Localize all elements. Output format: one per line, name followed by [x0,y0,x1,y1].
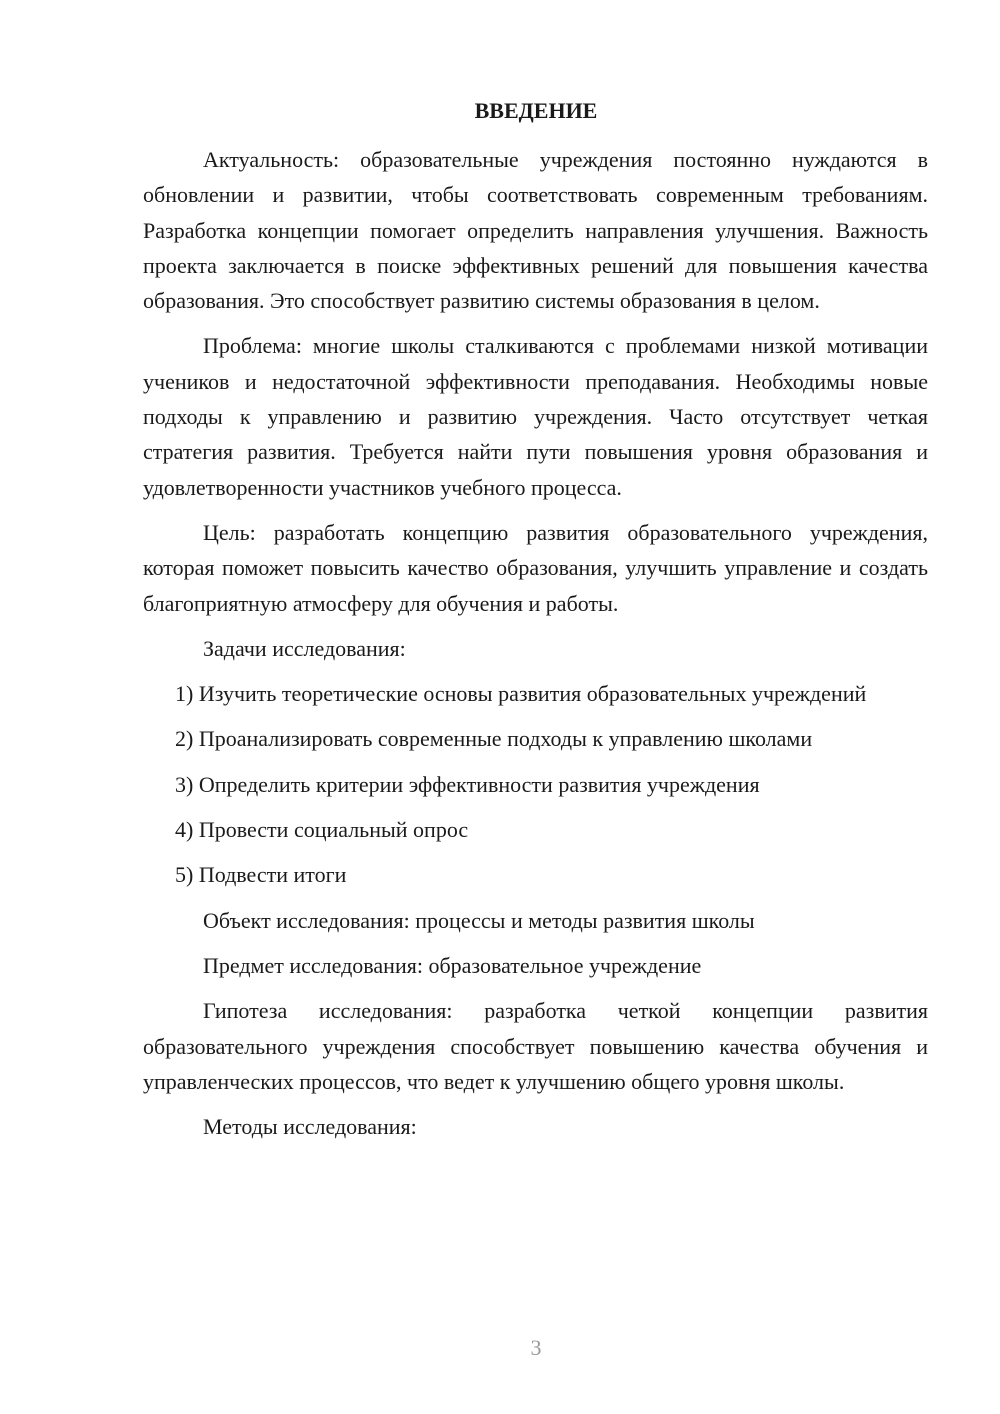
paragraph-methods: Методы исследования: [203,1114,417,1140]
task-item-1: 1) Изучить теоретические основы развития образовательных учреждений [175,681,867,707]
paragraph-relevance: Актуальность: образовательные учреждения постоянно нуждаются в обновлении и развитии, чтобы соответствовать современным требованиям. Разработка концепции помогает определить направления улучшения. Важность проекта заключается в поиске эффективных решений для повышения качества образования. Это способствует развитию системы образования в целом. [143,147,928,314]
task-item-2: 2) Проанализировать современные подходы к управлению школами [175,726,813,752]
paragraph-object: Объект исследования: процессы и методы развития школы [203,907,755,933]
task-item-5: 5) Подвести итоги [175,862,347,888]
paragraph-problem: Проблема: многие школы сталкиваются с проблемами низкой мотивации учеников и недостаточной эффективности преподавания. Необходимы новые подходы к управлению и развитию учреждения. Часто отсутствует четкая стратегия развития. Требуется найти пути повышения уровня образования и удовлетворенности участников учебного процесса. [143,333,928,500]
paragraph-subject: Предмет исследования: образовательное учреждение [203,952,702,978]
paragraph-tasks-heading: Задачи исследования: [203,635,406,661]
page-number: 3 [530,1335,542,1360]
paragraph-hypothesis: Гипотеза исследования: разработка четкой концепции развития образовательного учреждения способствует повышению качества обучения и управленческих процессов, что ведет к улучшению общего уровня школы. [143,998,928,1094]
paragraph-goal: Цель: разработать концепцию развития образовательного учреждения, которая поможет повысить качество образования, улучшить управление и создать благоприятную атмосферу для обучения и работы. [143,519,928,616]
task-item-4: 4) Провести социальный опрос [175,817,469,843]
section-heading: ВВЕДЕНИЕ [474,98,598,123]
task-item-3: 3) Определить критерии эффективности развития учреждения [175,771,760,797]
body-text [143,142,928,1154]
